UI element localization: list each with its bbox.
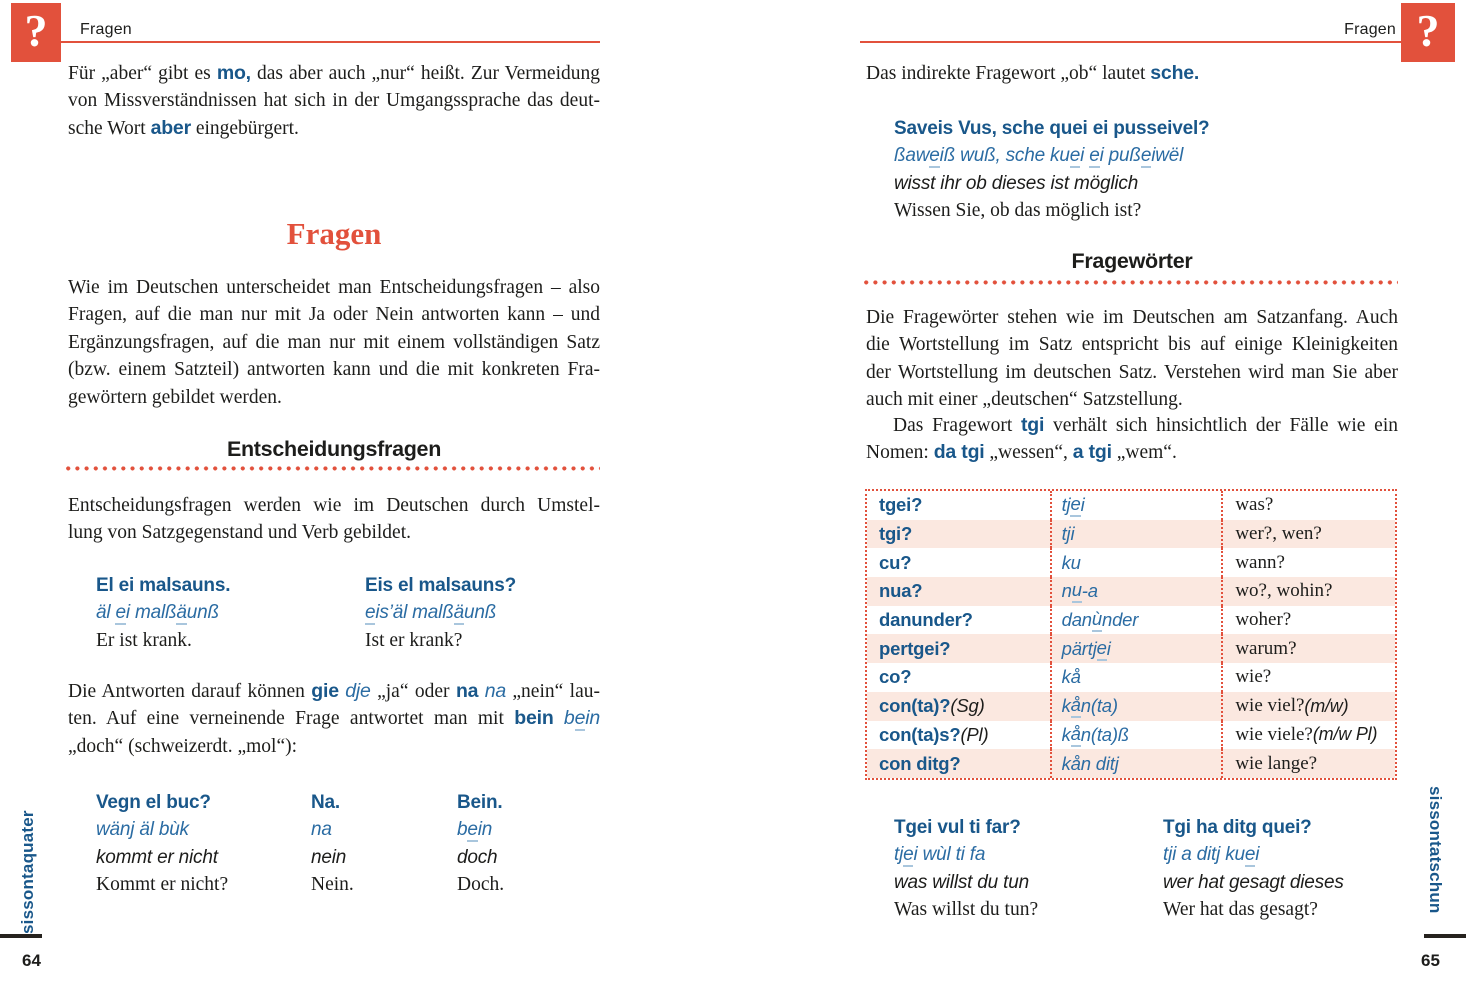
table-cell-romansh: tgi? xyxy=(879,523,913,545)
table-row xyxy=(867,577,1395,606)
chapter-title: Fragen xyxy=(286,216,382,251)
paragraph-aber xyxy=(68,60,600,142)
phrase-rw-line: Tgi ha ditg quei? xyxy=(1163,817,1312,838)
table-cell-pronunciation: pärtj e i xyxy=(1050,634,1222,663)
running-header-left: Fragen xyxy=(80,21,132,38)
table-cell-german: wo?, wohin? xyxy=(1221,577,1395,606)
page-tab-left: sissontaquater xyxy=(18,810,37,934)
question-mark-glyph: ? xyxy=(24,4,48,56)
table-cell-pronunciation: kå xyxy=(1050,663,1222,692)
phrase-de-line: Ist er krank? xyxy=(365,629,463,651)
table-cell-romansh: nua? xyxy=(879,580,923,602)
paragraph-tgi xyxy=(866,412,1398,467)
table-cell-pronunciation: k å n(ta)ß xyxy=(1050,721,1222,750)
phrase-pron-line: ßaweiß wuß, sche kuei ei pußeiwël xyxy=(894,145,1184,167)
table-cell-german: woher? xyxy=(1221,606,1395,635)
phrase-de-line: Was willst du tun? xyxy=(894,899,1039,921)
text-line: ten. Auf eine verneinende Frage antwortet man mit bein bein xyxy=(68,707,601,730)
phrase-rw-line: Na. xyxy=(311,792,340,813)
paragraph-antworten xyxy=(68,678,600,760)
table-cell-german: wie lange? xyxy=(1221,749,1395,778)
text-line: auch mit einer „deutschen“ Satzstellung. xyxy=(866,389,1183,411)
running-header-right: Fragen xyxy=(1344,21,1396,38)
dotted-divider-left xyxy=(66,466,600,471)
phrase-rw-line: Vegn el buc? xyxy=(96,792,211,813)
table-cell-romansh: danunder? xyxy=(879,609,973,631)
table-cell-romansh: co? xyxy=(879,666,912,688)
table-cell-german: wie viel? (m/w) xyxy=(1221,692,1395,721)
question-words-table xyxy=(865,489,1397,780)
table-cell-pronunciation: tji xyxy=(1050,520,1222,549)
example-nein xyxy=(311,789,354,899)
text-line: Das indirekte Fragewort „ob“ lautet sche. xyxy=(866,62,1200,84)
text-line: gewörtern gebildet werden. xyxy=(68,386,282,408)
phrase-de-line: Doch. xyxy=(457,874,505,896)
phrase-pron-line: eis’äl malßäunß xyxy=(365,602,497,624)
table-cell-pronunciation: tj e i xyxy=(1050,491,1222,520)
paragraph-umstellung xyxy=(68,492,600,547)
paragraph-fragewoerter xyxy=(866,304,1398,414)
paragraph-intro xyxy=(68,274,600,411)
table-cell-german: wie viele? (m/w Pl) xyxy=(1221,721,1395,750)
text-line: Entscheidungsfragen werden wie im Deutschen durch Umstel- xyxy=(68,495,600,516)
text-line: „doch“ (schweizerdt. „mol“): xyxy=(68,735,298,757)
text-line: Die Fragewörter stehen wie im Deutschen am Satzanfang. Auch xyxy=(866,307,1398,328)
header-rule-right xyxy=(860,41,1401,43)
text-line: Die Antworten darauf können gie dje „ja“ oder na na „nein“ lau- xyxy=(68,680,600,702)
table-cell-pronunciation: n u -a xyxy=(1050,577,1222,606)
text-line: die Wortstellung im Satz entspricht bis auf einige Kleinigkeiten xyxy=(866,334,1398,356)
phrase-lit-line: was willst du tun xyxy=(894,871,1029,893)
example-tgei-vul xyxy=(894,814,1038,924)
table-cell-german: wer?, wen? xyxy=(1221,520,1395,549)
question-chapter-icon-right xyxy=(1401,3,1455,62)
phrase-rw-line: El ei malsauns. xyxy=(96,575,231,596)
example-ist-er-krank xyxy=(365,572,516,654)
table-row xyxy=(867,749,1395,778)
table-row xyxy=(867,663,1395,692)
table-row xyxy=(867,692,1395,721)
text-line: (bzw. einem Satzteil) antworten kann und die mit konkreten Fra- xyxy=(68,359,600,381)
margin-rule-right xyxy=(1424,934,1466,938)
text-line: sche Wort aber eingebürgert. xyxy=(68,116,299,139)
example-saveis-vus xyxy=(894,115,1209,225)
text-line: von Missverständnissen hat sich in der Umgangssprache das deut- xyxy=(68,90,600,112)
phrase-pron-line: wänj äl bùk xyxy=(96,819,189,841)
page-number-right: 65 xyxy=(1421,951,1440,970)
margin-rule-left xyxy=(0,934,42,938)
text-line: Fragen, auf die man nur mit Ja oder Nein antworten kann – und xyxy=(68,304,600,326)
example-er-ist-krank xyxy=(96,572,230,654)
phrase-lit-line: nein xyxy=(311,846,347,868)
text-line: Nomen: da tgi „wessen“, a tgi „wem“. xyxy=(866,441,1177,464)
phrase-pron-line: bein xyxy=(457,819,493,841)
paragraph-ob xyxy=(866,60,1398,87)
text-line: der Wortstellung im deutschen Satz. Verstehen wird man Sie aber xyxy=(866,361,1398,383)
table-row xyxy=(867,520,1395,549)
table-cell-romansh: tgei? xyxy=(879,494,923,516)
phrase-pron-line: äl ei malßäunß xyxy=(96,602,219,624)
page-tab-right: sissontatschun xyxy=(1426,786,1445,914)
example-kommt-er-nicht xyxy=(96,789,228,899)
phrase-lit-line: wisst ihr ob dieses ist möglich xyxy=(894,172,1139,194)
phrase-lit-line: wer hat gesagt dieses xyxy=(1163,871,1344,893)
phrase-rw-line: Eis el malsauns? xyxy=(365,575,516,596)
example-tgi-ha xyxy=(1163,814,1344,924)
table-cell-romansh: pertgei? xyxy=(879,637,951,659)
question-mark-glyph-right: ? xyxy=(1416,4,1440,56)
phrase-de-line: Wissen Sie, ob das möglich ist? xyxy=(894,200,1142,222)
table-row xyxy=(867,721,1395,750)
text-line: Für „aber“ gibt es mo, das aber auch „nur“ heißt. Zur Vermeidung xyxy=(68,62,600,84)
table-cell-pronunciation: k å n(ta) xyxy=(1050,692,1222,721)
table-cell-pronunciation: ku xyxy=(1050,548,1222,577)
dotted-divider-right xyxy=(864,280,1398,285)
table-cell-german: was? xyxy=(1221,491,1395,520)
section-heading-fragewoerter: Fragewörter xyxy=(1071,249,1193,273)
table-cell-german: wie? xyxy=(1221,663,1395,692)
phrase-rw-line: Tgei vul ti far? xyxy=(894,817,1021,838)
table-cell-romansh: con ditg? xyxy=(879,752,961,774)
text-line: lung von Satzgegenstand und Verb gebildet. xyxy=(68,522,411,544)
phrase-pron-line: na xyxy=(311,819,332,841)
table-row xyxy=(867,491,1395,520)
phrase-rw-line: Bein. xyxy=(457,792,503,813)
right-page xyxy=(733,0,1466,1000)
phrase-de-line: Nein. xyxy=(311,874,354,896)
table-cell-pronunciation: dan ù nder xyxy=(1050,606,1222,635)
table-cell-romansh: con(ta)s? (Pl) xyxy=(879,723,989,745)
table-row xyxy=(867,548,1395,577)
phrase-pron-line: tjei wùl ti fa xyxy=(894,844,986,866)
table-cell-german: warum? xyxy=(1221,634,1395,663)
text-line: Wie im Deutschen unterscheidet man Entscheidungsfragen – also xyxy=(68,277,600,298)
section-heading-entscheidungsfragen: Entscheidungsfragen xyxy=(226,437,442,461)
table-row xyxy=(867,634,1395,663)
phrase-rw-line: Saveis Vus, sche quei ei pusseivel? xyxy=(894,118,1210,139)
text-line: Ergänzungsfragen, auf die man nur mit einem vollständigen Satz xyxy=(68,331,600,353)
phrase-lit-line: kommt er nicht xyxy=(96,846,218,868)
phrase-de-line: Wer hat das gesagt? xyxy=(1163,899,1318,921)
table-cell-romansh: cu? xyxy=(879,551,912,573)
table-cell-romansh: con(ta)? (Sg) xyxy=(879,695,985,717)
page-number-left: 64 xyxy=(22,951,41,970)
example-doch xyxy=(457,789,504,899)
phrase-de-line: Kommt er nicht? xyxy=(96,874,229,896)
text-line: Das Fragewort tgi verhält sich hinsichtlich der Fälle wie ein xyxy=(893,414,1398,436)
phrase-pron-line: tji a ditj kuei xyxy=(1163,844,1260,866)
table-row xyxy=(867,606,1395,635)
phrase-de-line: Er ist krank. xyxy=(96,629,192,651)
table-cell-pronunciation: kån ditj xyxy=(1050,749,1222,778)
phrase-lit-line: doch xyxy=(457,846,498,868)
table-cell-german: wann? xyxy=(1221,548,1395,577)
header-rule-left xyxy=(61,41,600,43)
question-chapter-icon xyxy=(11,3,61,62)
